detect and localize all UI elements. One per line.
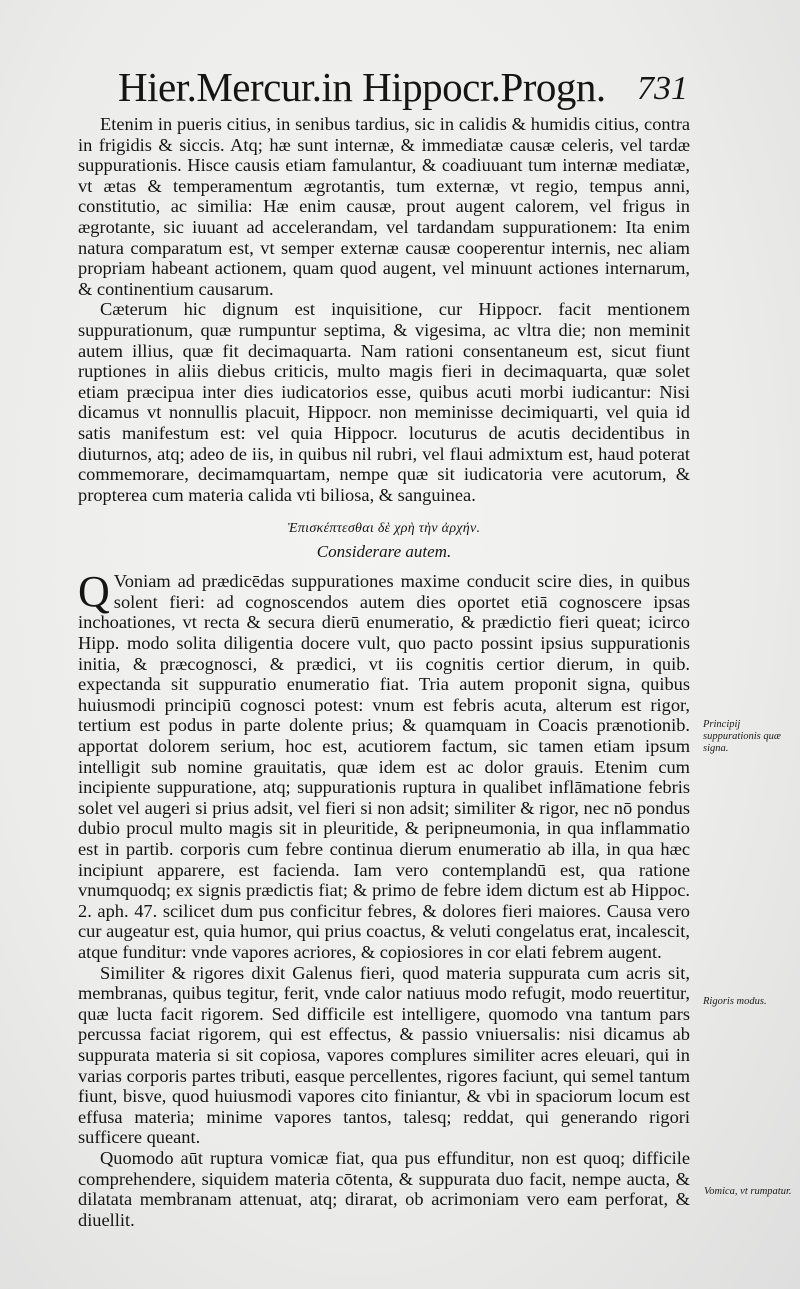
main-text <box>78 114 690 1230</box>
marginal-note: Vomica, vt rumpatur. <box>704 1186 792 1197</box>
drop-cap: Q <box>78 567 110 617</box>
running-title: Hier.Mercur.in Hippocr.Progn. <box>118 64 606 110</box>
paragraph: Cæterum hic dignum est inquisitione, cur Hippocr. facit mentionem suppurationum, quæ rumpuntur septima, & vigesima, ac vltra die; non meminit autem illius, quæ fit decimaquarta. Nam rationi consentaneum est, sicut fiunt ruptiones in aliis diebus criticis, multo magis fieri in decimaquarta, quæ solet etiam præcipua inter dies iudicatorios esse, quibus acuti morbi iudicantur: Nisi dicamus vt nonnullis placuit, Hippocr. non meminisse decimiquarti, vel quia id satis manifestum est: vel quia Hippocr. locuturus de acutis decidentibus in diuturnos, atq; adeo de iis, in quibus nil rubri, vel flaui admixtum est, haud poterat commemorare, decimamquartam, nempe quæ sit iudicatoria vere acutorum, & propterea cum materia calida vti biliosa, & sanguinea. <box>78 299 690 505</box>
paragraph-text: Voniam ad prædicēdas suppurationes maxime conducit scire dies, in quibus solent fieri: ad cognoscendos autem dies oportet etiā cognoscere ipsas inchoationes, vt recta & secura dierū enumeratio, & prædictio fieri queat; icirco Hipp. modo solita diligentia docere vult, quo pacto possint ipsius suppurationis initia, & præcognosci, & prædici, vt iis cognitis certior dierum, in quib. expectanda sit suppuratio enumeratio fiat. Tria autem proponit signa, quibus huiusmodi principiū cognosci potest: vnum est febris acuta, alterum est rigor, tertium est podus in parte dolente prius; & quamquam in Coacis prænotionib. apportat dolorem serium, hoc est, acutiorem factum, sic tamen etiam ipsum intelligit sub nomine grauitatis, quæ idem est ac dolor grauis. Etenim cum incipiente suppuratione, atq; suppurationis ruptura in qualibet inflāmatione febris solet vel augeri si prius adsit, vel fieri si non adsit; similiter & rigor, nec nō pondus dubio procul multo magis sit in pleuritide, & peripneumonia, in qua inflammatio est in partib. corporis cum febre continua dierum enumeratio ab illa, in qua hæc incipiunt apparere, est facienda. Iam vero contemplandū est, qua ratione vnumquodq; ex signis prædictis fiat; & primo de febre idem dictum est ab Hippoc. 2. aph. 47. scilicet dum pus conficitur febres, & dolores fieri maiores. Causa vero cur augeatur est, quia humor, qui prius coactus, & veluti congelatus erat, incalescit, atque funditur: vnde vapores acriores, & copiosiores in cor elati febrem augent. <box>78 571 690 962</box>
paragraph: Quomodo aūt ruptura vomicæ fiat, qua pus effunditur, non est quoq; difficile comprehendere, siquidem materia cōtenta, & suppurata duo facit, nempe aucta, & dilatata membranam attenuat, atq; dirarat, ob acrimoniam vero eam perforat, & diuellit. <box>78 1147 690 1230</box>
marginal-note: Principij suppurationis quæ signa. <box>703 719 781 754</box>
paragraph: Similiter & rigores dixit Galenus fieri, quod materia suppurata cum acris sit, membranas, quibus tegitur, ferit, vnde calor natiuus modo refugit, modo reuertitur, quæ lucta facit rigorem. Sed difficile est intelligere, quomodo vna tantum pars percussa faciat rigorem, qui est effectus, & passio vniuersalis: nisi dicamus ab suppurata materia si sit copiosa, vapores complures similiter acres eleuari, qui in varias corporis partes tributi, easque percellentes, rigores faciunt, qui semel tantum fiunt, bisve, quod huiusmodi vapores cito finiantur, & vbi in spaciorum locum est effusa materia; minime vapores tantos, talesq; reddat, qui generando rigori sufficere queant. <box>78 962 690 1148</box>
paragraph: Etenim in pueris citius, in senibus tardius, sic in calidis & humidis citius, contra in frigidis & siccis. Atq; hæ sunt internæ, & immediatæ causæ celeris, vel tardæ suppurationis. Hisce causis etiam famulantur, & coadiuuant tum internæ mediatæ, vt ætas & temperamentum ægrotantis, tum externæ, vt regio, tempus anni, constitutio, ac similia: Hæ enim causæ, prout augent calorem, vel frigus in ægrotante, sic iuuant ad accelerandam, vel tardandam suppurationem: Ita enim natura comparatum est, vt semper externæ causæ cooperentur internis, nec aliam propriam habeant actionem, quam quod augent, vel minuunt actiones internarum, & continentium causarum. <box>78 114 690 299</box>
marginal-note: Rigoris modus. <box>703 996 767 1007</box>
section-paragraph-first <box>78 567 690 962</box>
greek-lemma: Ἐπισκέπτεσθαι δὲ χρὴ τὴν ἀρχήν. <box>287 521 481 537</box>
latin-lemma: Considerare autem. <box>316 542 452 562</box>
page-number: 731 <box>637 70 688 107</box>
page-header <box>118 62 688 112</box>
